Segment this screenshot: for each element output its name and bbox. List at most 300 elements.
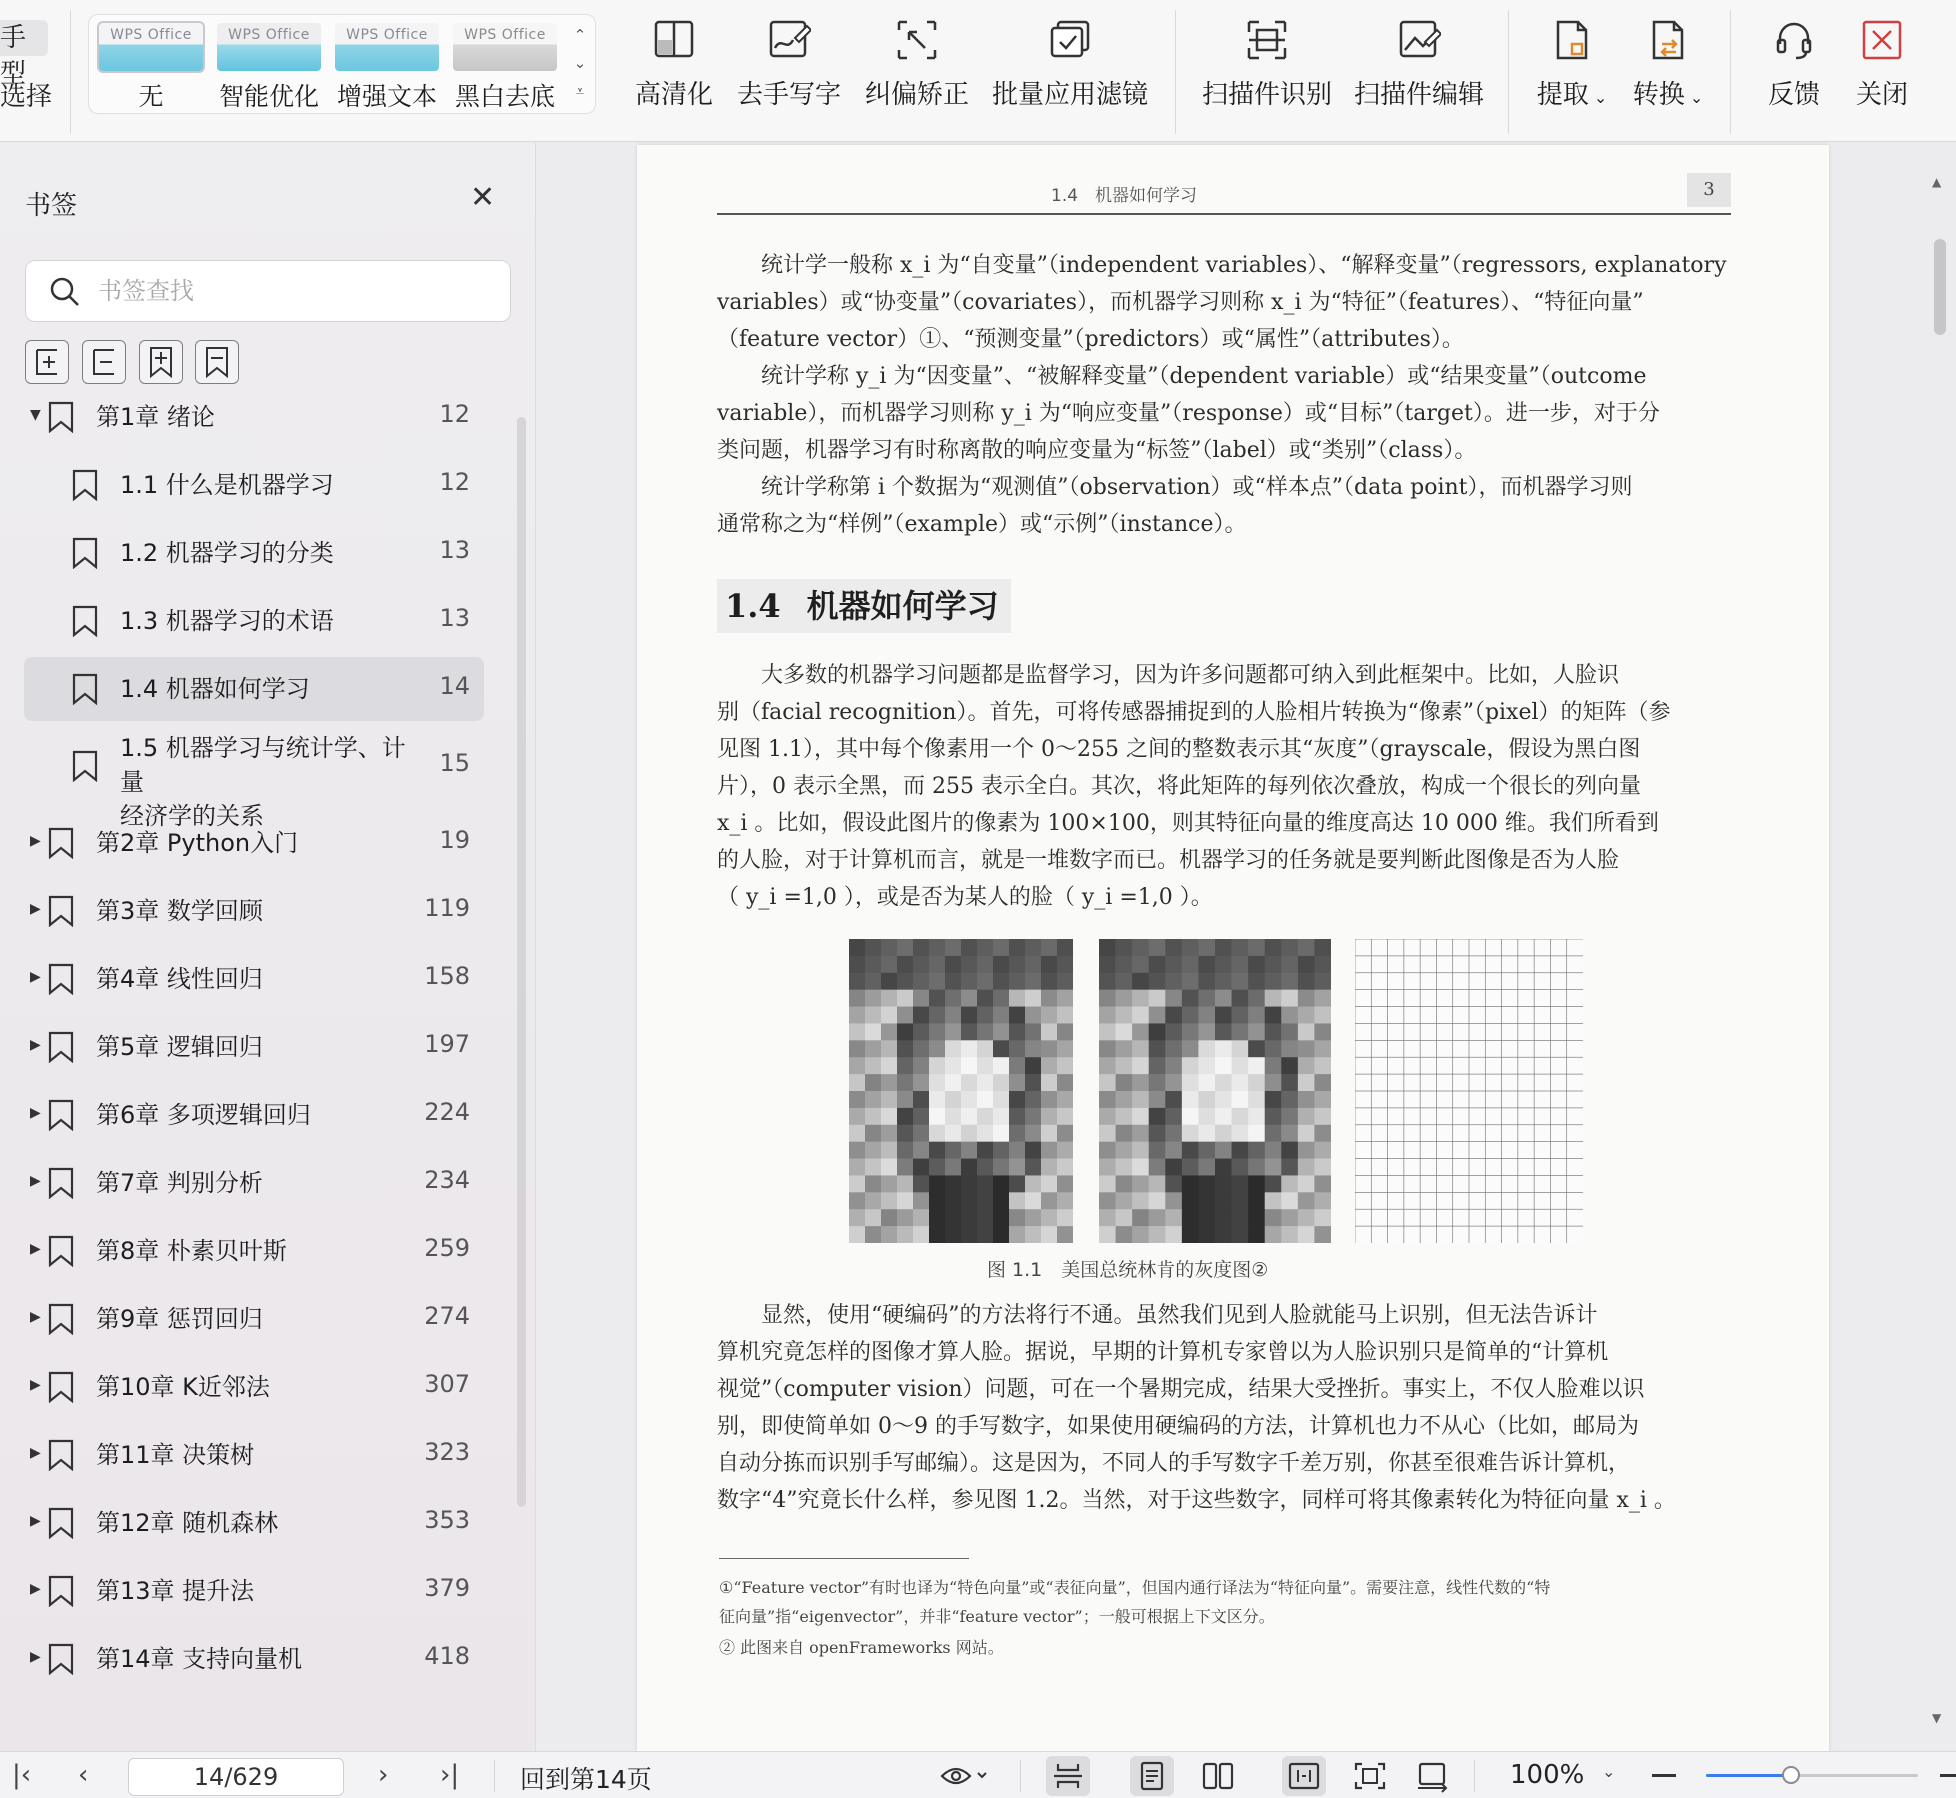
pixel-cell: [1355, 1209, 1372, 1226]
bookmark-item[interactable]: [24, 1491, 484, 1555]
pixel-cell: [977, 1226, 993, 1243]
pixel-cell: [1469, 1040, 1486, 1057]
zoom-level-label[interactable]: 100%: [1510, 1760, 1585, 1790]
pixel-cell: [961, 1023, 977, 1040]
bookmark-page-number: 307: [424, 1370, 470, 1398]
filter-bw-remove-bg[interactable]: [449, 23, 561, 113]
pixel-cell: [913, 1175, 929, 1192]
bookmark-panel-title: 书签: [25, 191, 78, 221]
bookmark-item[interactable]: [24, 453, 484, 517]
bookmark-page-number: 19: [439, 826, 470, 854]
pixel-cell: [1198, 1074, 1215, 1091]
pixel-cell: [993, 1040, 1009, 1057]
pixel-cell: [1116, 990, 1133, 1007]
caret-right-icon[interactable]: ▶: [30, 833, 41, 849]
caret-right-icon[interactable]: ▶: [30, 1649, 41, 1665]
pixel-cell: [977, 1074, 993, 1091]
pixel-cell: [1355, 1057, 1372, 1074]
text-line: 自动分拣而识别手写邮编）。这是因为，不同人的手写数字千差万别，你甚至很难告诉计算机，: [717, 1451, 1631, 1476]
pixel-cell: [1099, 1074, 1116, 1091]
pixel-cell: [1182, 1175, 1199, 1192]
pixel-cell: [1248, 1007, 1265, 1024]
pixel-cell: [1534, 1057, 1551, 1074]
pixel-cell: [849, 1159, 865, 1176]
pixel-cell: [1132, 939, 1149, 956]
pixel-cell: [1232, 973, 1249, 990]
pixel-cell: [993, 1226, 1009, 1243]
pixel-cell: [1182, 1159, 1199, 1176]
pixel-cell: [1567, 1108, 1583, 1125]
pixel-cell: [1314, 1091, 1331, 1108]
pixel-cell: [1567, 1142, 1583, 1159]
caret-right-icon[interactable]: ▶: [30, 1377, 41, 1393]
pixel-cell: [1041, 1226, 1057, 1243]
bookmark-item[interactable]: [24, 811, 484, 875]
eye-protection-button[interactable]: [936, 1756, 996, 1796]
pixel-cell: [977, 1142, 993, 1159]
pixel-cell: [1009, 1091, 1025, 1108]
pixel-cell: [1215, 1023, 1232, 1040]
pixel-cell: [1041, 1074, 1057, 1091]
pixel-cell: [1518, 990, 1535, 1007]
pixel-cell: [1057, 1057, 1073, 1074]
pixel-cell: [1298, 1091, 1315, 1108]
previous-page-icon[interactable]: ‹: [78, 1760, 89, 1790]
pixel-cell: [1388, 1057, 1405, 1074]
pixel-cell: [1198, 956, 1215, 973]
caret-down-icon[interactable]: ▼: [30, 407, 41, 423]
pixel-cell: [865, 1057, 881, 1074]
pixel-cell: [1420, 1142, 1437, 1159]
scan-recognize-button[interactable]: [1200, 18, 1334, 111]
remove-handwriting-icon: [767, 18, 811, 62]
pixel-cell: [897, 1125, 913, 1142]
pixel-cell: [1298, 1226, 1315, 1243]
pixel-cell: [1215, 1209, 1232, 1226]
pixel-cell: [849, 1175, 865, 1192]
pixel-cell: [1420, 939, 1437, 956]
pixel-cell: [1298, 1209, 1315, 1226]
feedback-label: 反馈: [1767, 80, 1820, 110]
bookmark-title: 第1章 绪论: [96, 403, 215, 431]
pixel-cell: [1215, 939, 1232, 956]
extract-icon: [1550, 18, 1594, 62]
pixel-cell: [865, 1159, 881, 1176]
extract-button[interactable]: [1534, 18, 1610, 111]
pixel-cell: [1009, 1057, 1025, 1074]
page-number-input[interactable]: [128, 1758, 344, 1796]
document-scrollbar[interactable]: [1932, 175, 1948, 1725]
pixel-cell: [1281, 990, 1298, 1007]
pixel-cell: [1469, 1142, 1486, 1159]
pixel-cell: [1265, 1074, 1282, 1091]
bookmark-title: 1.2 机器学习的分类: [120, 539, 334, 567]
caret-right-icon[interactable]: ▶: [30, 1581, 41, 1597]
extract-label: [1534, 74, 1610, 111]
pixel-cell: [897, 1023, 913, 1040]
status-bar: [0, 1751, 1956, 1798]
zoom-slider[interactable]: [1706, 1774, 1918, 1777]
caret-right-icon[interactable]: ▶: [30, 1037, 41, 1053]
caret-right-icon[interactable]: ▶: [30, 1309, 41, 1325]
figure-caption: 图 1.1 美国总统林肯的灰度图②: [987, 1259, 1269, 1281]
pixel-cell: [913, 1226, 929, 1243]
chevron-down-icon[interactable]: ⌄: [573, 54, 587, 72]
pixel-cell: [961, 1142, 977, 1159]
pixel-cell: [881, 1209, 897, 1226]
deskew-button[interactable]: [862, 18, 972, 111]
pixel-cell: [1281, 939, 1298, 956]
pixel-cell: [865, 973, 881, 990]
text-line: 的人脸，对于计算机而言，就是一堆数字而已。机器学习的任务就是要判断此图像是否为人脸: [717, 848, 1620, 873]
pixel-cell: [1502, 1108, 1519, 1125]
pixel-cell: [1248, 1074, 1265, 1091]
pixel-cell: [1502, 1057, 1519, 1074]
bookmark-icon: [72, 605, 98, 637]
bookmark-item[interactable]: [24, 1015, 484, 1079]
caret-right-icon[interactable]: ▶: [30, 1241, 41, 1257]
body-text-top: [717, 247, 1729, 543]
bookmark-item[interactable]: [24, 385, 484, 449]
bookmark-icon: [72, 537, 98, 569]
bookmark-title: 第9章 惩罚回归: [96, 1305, 263, 1333]
filter-enhance-text[interactable]: [331, 23, 443, 113]
hd-button[interactable]: [630, 18, 718, 111]
pixel-cell: [1057, 1159, 1073, 1176]
pixel-cell: [1265, 1226, 1282, 1243]
text-line: 算机究竟怎样的图像才算人脸。据说，早期的计算机专家曾以为人脸识别只是简单的“计算机: [717, 1340, 1609, 1365]
pixel-cell: [1041, 1125, 1057, 1142]
pixel-cell: [929, 973, 945, 990]
pixel-cell: [1502, 1142, 1519, 1159]
bookmark-page-number: 13: [439, 536, 470, 564]
pixel-cell: [1469, 990, 1486, 1007]
next-page-icon[interactable]: ›: [378, 1760, 389, 1790]
pixel-cell: [1265, 1142, 1282, 1159]
pixel-cell: [1502, 956, 1519, 973]
pixel-cell: [929, 1175, 945, 1192]
pixel-cell: [1265, 1159, 1282, 1176]
pixel-cell: [1009, 1074, 1025, 1091]
gallery-scroll-controls: [571, 21, 589, 105]
bookmark-page-number: 224: [424, 1098, 470, 1126]
text-line: 见图 1.1），其中每个像素用一个 0～255 之间的整数表示其“灰度”（grayscale，假设为黑白图: [717, 737, 1641, 762]
caret-right-icon[interactable]: ▶: [30, 901, 41, 917]
pixel-cell: [1182, 1142, 1199, 1159]
pixel-cell: [929, 1091, 945, 1108]
bookmark-item[interactable]: [24, 879, 484, 943]
pixel-cell: [1116, 1108, 1133, 1125]
pixel-cell: [1248, 1175, 1265, 1192]
pixel-cell: [1232, 1125, 1249, 1142]
pixel-cell: [1436, 1108, 1453, 1125]
pixel-cell: [1518, 1125, 1535, 1142]
zoom-slider-fill: [1706, 1774, 1791, 1777]
pixel-cell: [1534, 1209, 1551, 1226]
expand-more-icon[interactable]: ⩡: [575, 82, 585, 100]
pixel-cell: [849, 1209, 865, 1226]
pixel-cell: [1248, 1192, 1265, 1209]
filter-smart-optimize[interactable]: [213, 23, 325, 113]
pixel-cell: [1453, 939, 1470, 956]
bookmark-search-input[interactable]: [98, 271, 498, 311]
bookmark-item[interactable]: [24, 521, 484, 585]
pixel-cell: [1116, 973, 1133, 990]
pixel-cell: [1502, 1159, 1519, 1176]
pixel-cell: [1534, 1226, 1551, 1243]
filter-thumbnail: [217, 23, 321, 71]
pixel-cell: [1165, 1159, 1182, 1176]
bookmark-page-number: 12: [439, 468, 470, 496]
pixel-cell: [1298, 1074, 1315, 1091]
pixel-cell: [1404, 1209, 1421, 1226]
pixel-cell: [961, 1108, 977, 1125]
pixel-cell: [1025, 1159, 1041, 1176]
pixel-cell: [897, 1226, 913, 1243]
pixel-cell: [961, 1007, 977, 1024]
pixel-cell: [1355, 1007, 1372, 1024]
toolbar-divider: [70, 10, 71, 134]
fit-page-button[interactable]: [1348, 1756, 1392, 1796]
toolbar-divider: [1508, 10, 1509, 134]
scroll-up-icon[interactable]: ▲: [1932, 175, 1942, 189]
bookmark-item[interactable]: [24, 1423, 484, 1487]
pixel-cell: [1265, 1175, 1282, 1192]
pixel-cell: [1248, 956, 1265, 973]
pixel-cell: [1182, 1091, 1199, 1108]
pixel-cell: [1182, 1040, 1199, 1057]
pixel-cell: [1404, 973, 1421, 990]
select-tool-label[interactable]: 选择: [0, 82, 53, 112]
bookmark-item[interactable]: [24, 947, 484, 1011]
filter-thumb-text: WPS Office: [346, 27, 428, 43]
pixel-cell: [1149, 1159, 1166, 1176]
caret-right-icon[interactable]: ▶: [30, 1173, 41, 1189]
back-to-page-link[interactable]: 回到第14页: [520, 1765, 652, 1794]
pixel-cell: [929, 1023, 945, 1040]
pixel-cell: [1057, 1125, 1073, 1142]
pixel-cell: [1057, 1108, 1073, 1125]
pixel-cell: [1281, 1007, 1298, 1024]
fit-width-button[interactable]: [1282, 1756, 1326, 1796]
bookmark-item[interactable]: [24, 589, 484, 653]
rotate-page-icon: [1412, 1758, 1452, 1794]
pixel-cell: [1298, 1175, 1315, 1192]
pixel-cell: [1182, 990, 1199, 1007]
pixel-cell: [1116, 1125, 1133, 1142]
pixel-cell: [1198, 939, 1215, 956]
pixel-cell: [881, 1040, 897, 1057]
close-icon[interactable]: ✕: [470, 180, 496, 215]
pixel-cell: [849, 1057, 865, 1074]
text-line: 统计学一般称 x_i 为“自变量”（independent variables）、“解释变量”（regressors, explanatory: [761, 253, 1727, 278]
pixel-cell: [1534, 1108, 1551, 1125]
pixel-cell: [1567, 1091, 1583, 1108]
pixel-cell: [1025, 1142, 1041, 1159]
pixel-cell: [929, 1074, 945, 1091]
caret-right-icon[interactable]: ▶: [30, 969, 41, 985]
pixel-cell: [1314, 956, 1331, 973]
pixel-cell: [881, 1142, 897, 1159]
bookmark-title: 第4章 线性回归: [96, 965, 263, 993]
bookmark-scrollbar[interactable]: [517, 417, 526, 1507]
expand-all-icon: [27, 342, 67, 382]
pixel-cell: [1518, 1057, 1535, 1074]
pixel-cell: [1550, 1192, 1567, 1209]
pixel-cell: [881, 1226, 897, 1243]
section-title: 机器如何学习: [806, 587, 999, 625]
pixel-cell: [897, 1209, 913, 1226]
pixel-cell: [945, 939, 961, 956]
pixel-cell: [1453, 1142, 1470, 1159]
zoom-slider-handle[interactable]: [1782, 1766, 1800, 1784]
scrollbar-thumb[interactable]: [1934, 239, 1946, 335]
pixel-cell: [1099, 1192, 1116, 1209]
pixel-cell: [1453, 1226, 1470, 1243]
caret-right-icon[interactable]: ▶: [30, 1105, 41, 1121]
bookmark-item[interactable]: [24, 725, 484, 830]
first-page-icon[interactable]: |‹: [12, 1760, 32, 1790]
status-divider: [494, 1760, 495, 1792]
pixel-cell: [865, 1091, 881, 1108]
filter-thumbnail: [335, 23, 439, 71]
pixel-cell: [1534, 956, 1551, 973]
pixel-cell: [849, 956, 865, 973]
filter-thumb-text: WPS Office: [228, 27, 310, 43]
convert-button[interactable]: [1630, 18, 1706, 111]
bookmark-item[interactable]: [24, 1287, 484, 1351]
pixel-cell: [1248, 973, 1265, 990]
bookmark-item[interactable]: [24, 1355, 484, 1419]
two-page-button[interactable]: [1196, 1756, 1240, 1796]
hand-tool-label[interactable]: 手型: [0, 20, 48, 56]
pixel-cell: [1182, 956, 1199, 973]
scan-edit-button[interactable]: [1352, 18, 1486, 111]
pixel-cell: [1534, 1159, 1551, 1176]
pixel-cell: [945, 1175, 961, 1192]
bookmark-item[interactable]: [24, 1559, 484, 1623]
pixel-cell: [1485, 1074, 1502, 1091]
pixel-cell: [1298, 973, 1315, 990]
bookmark-item[interactable]: [24, 1151, 484, 1215]
last-page-icon[interactable]: ›|: [440, 1760, 460, 1790]
pixel-cell: [1420, 1057, 1437, 1074]
section-number: 1.4: [725, 587, 781, 625]
batch-filter-button[interactable]: [990, 18, 1150, 111]
continuous-scroll-button[interactable]: [1046, 1756, 1090, 1796]
chevron-up-icon[interactable]: ⌃: [573, 26, 587, 44]
pixel-cell: [1469, 1091, 1486, 1108]
pixel-cell: [929, 1142, 945, 1159]
pixel-cell: [1388, 1209, 1405, 1226]
scroll-down-icon[interactable]: ▼: [1932, 1711, 1942, 1725]
bookmark-button[interactable]: [195, 340, 239, 384]
chevron-down-icon[interactable]: ⌄: [1602, 1762, 1616, 1781]
pixel-cell: [1567, 1159, 1583, 1176]
close-scan-mode-button[interactable]: [1846, 18, 1918, 111]
pixel-cell: [1232, 1226, 1249, 1243]
pixel-cell: [1265, 990, 1282, 1007]
caret-right-icon[interactable]: ▶: [30, 1513, 41, 1529]
pixel-cell: [849, 1007, 865, 1024]
text-line: 数字“4”究竟长什么样，参见图 1.2。当然，对于这些数字，同样可将其像素转化为特征向量 x_i 。: [717, 1488, 1676, 1513]
pixel-cell: [993, 956, 1009, 973]
pixel-cell: [1355, 973, 1372, 990]
pixel-cell: [1215, 990, 1232, 1007]
bookmark-item[interactable]: [24, 1083, 484, 1147]
filter-none[interactable]: [95, 23, 207, 113]
pixel-cell: [1165, 1142, 1182, 1159]
pixel-cell: [1198, 1040, 1215, 1057]
pixel-cell: [1198, 1108, 1215, 1125]
pixel-cell: [1550, 990, 1567, 1007]
pixel-cell: [1165, 1091, 1182, 1108]
pixel-cell: [913, 990, 929, 1007]
pixel-cell: [977, 956, 993, 973]
pixel-cell: [1041, 1192, 1057, 1209]
pixel-cell: [1534, 1023, 1551, 1040]
rotate-page-button[interactable]: [1410, 1756, 1454, 1796]
pixel-cell: [865, 1142, 881, 1159]
pixel-cell: [1485, 1108, 1502, 1125]
pixel-cell: [1314, 1192, 1331, 1209]
pixel-cell: [1436, 1226, 1453, 1243]
pixel-cell: [1215, 1125, 1232, 1142]
pixel-cell: [1248, 1108, 1265, 1125]
bookmark-title: 1.1 什么是机器学习: [120, 471, 334, 499]
pixel-cell: [1281, 1175, 1298, 1192]
pixel-cell: [1132, 1175, 1149, 1192]
pixel-cell: [1132, 956, 1149, 973]
pixel-cell: [1485, 990, 1502, 1007]
pixel-cell: [1420, 1023, 1437, 1040]
pixel-cell: [1453, 1091, 1470, 1108]
zoom-out-icon[interactable]: [1652, 1774, 1676, 1777]
caret-right-icon[interactable]: ▶: [30, 1445, 41, 1461]
feedback-button[interactable]: [1758, 18, 1830, 111]
pixel-cell: [865, 1226, 881, 1243]
remove-handwriting-button[interactable]: [734, 18, 844, 111]
add-bookmark-button[interactable]: [139, 340, 183, 384]
single-page-button[interactable]: [1130, 1756, 1174, 1796]
pixel-cell: [1453, 990, 1470, 1007]
filter-label: 智能优化: [218, 82, 319, 111]
bookmark-item[interactable]: [24, 657, 484, 721]
pixel-cell: [1248, 939, 1265, 956]
pixel-cell: [945, 1226, 961, 1243]
expand-all-button[interactable]: [25, 340, 69, 384]
bookmark-item[interactable]: [24, 1627, 484, 1691]
chevron-down-icon: ⌄: [1588, 88, 1608, 107]
zoom-in-icon[interactable]: [1940, 1774, 1956, 1777]
pixel-cell: [1281, 973, 1298, 990]
pixel-cell: [849, 1125, 865, 1142]
pixel-cell: [1453, 1125, 1470, 1142]
pixel-cell: [1371, 939, 1388, 956]
pixel-cell: [849, 1192, 865, 1209]
pixel-cell: [1248, 1142, 1265, 1159]
toolbar: [0, 0, 1956, 142]
pixel-cell: [1057, 1091, 1073, 1108]
pixel-cell: [1149, 1209, 1166, 1226]
pixel-cell: [1099, 1226, 1116, 1243]
pixel-cell: [1182, 1074, 1199, 1091]
bookmark-title: 第2章 Python入门: [96, 829, 299, 857]
bookmark-item[interactable]: [24, 1219, 484, 1283]
collapse-all-button[interactable]: [82, 340, 126, 384]
pixel-cell: [993, 1007, 1009, 1024]
pixel-cell: [1215, 1007, 1232, 1024]
